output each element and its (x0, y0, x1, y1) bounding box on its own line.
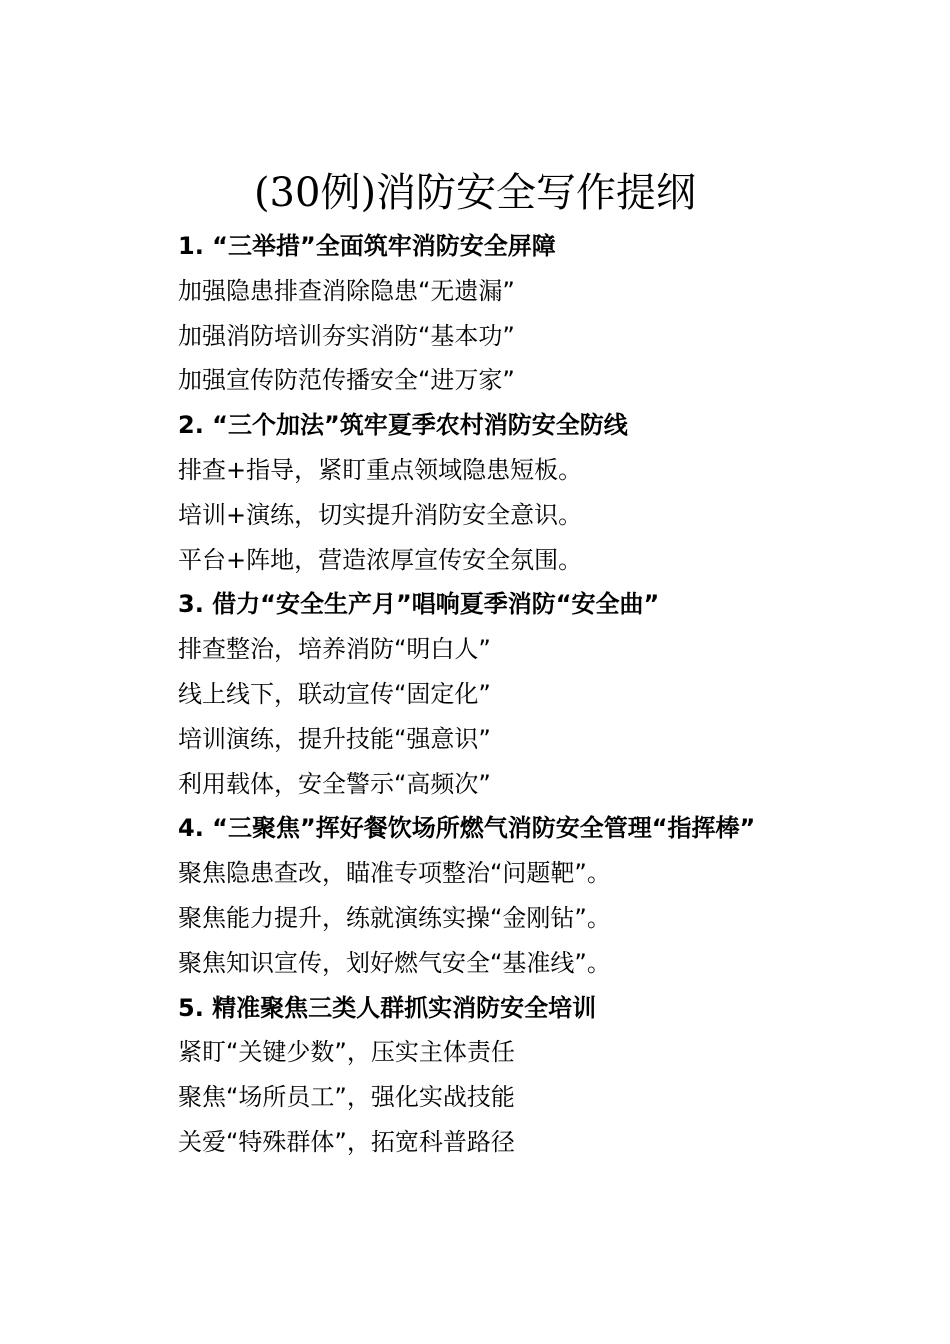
section-item: 聚焦能力提升，练就演练实操“金刚钻”。 (178, 903, 611, 932)
section-heading: 1. “三举措”全面筑牢消防安全屏障 (178, 232, 556, 260)
section-item: 聚焦隐患查改，瞄准专项整治“问题靶”。 (178, 859, 611, 888)
section-item: 培训演练，提升技能“强意识” (178, 724, 491, 753)
section-item: 加强消防培训夯实消防“基本功” (178, 321, 515, 350)
section-1 (178, 224, 918, 403)
section-item: 线上线下，联动宣传“固定化” (178, 679, 491, 708)
section-item: 排查+指导，紧盯重点领域隐患短板。 (178, 455, 583, 484)
section-item: 排查整治，培养消防“明白人” (178, 635, 491, 664)
section-item: 聚焦“场所员工”，强化实战技能 (178, 1083, 515, 1112)
section-heading: 4. “三聚焦”挥好餐饮场所燃气消防安全管理“指挥棒” (178, 814, 756, 843)
section-item: 关爱“特殊群体”，拓宽科普路径 (178, 1127, 515, 1156)
section-item: 聚焦知识宣传，划好燃气安全“基准线”。 (178, 948, 611, 977)
section-4 (178, 806, 918, 985)
section-3 (178, 582, 918, 806)
section-heading: 3. 借力“安全生产月”唱响夏季消防“安全曲” (178, 590, 660, 619)
section-5 (178, 986, 918, 1165)
section-item: 加强宣传防范传播安全“进万家” (178, 366, 515, 395)
section-item: 平台+阵地，营造浓厚宣传安全氛围。 (178, 545, 583, 574)
section-item: 加强隐患排查消除隐患“无遗漏” (178, 276, 515, 305)
section-item: 利用载体，安全警示“高频次” (178, 769, 491, 798)
document-body (178, 224, 918, 1165)
section-item: 紧盯“关键少数”，压实主体责任 (178, 1038, 515, 1067)
section-item: 培训+演练，切实提升消防安全意识。 (178, 500, 583, 529)
section-2 (178, 403, 918, 582)
section-heading: 2. “三个加法”筑牢夏季农村消防安全防线 (178, 411, 628, 440)
document-title: (30例)消防安全写作提纲 (253, 170, 697, 216)
section-heading: 5. 精准聚焦三类人群抓实消防安全培训 (178, 993, 597, 1022)
